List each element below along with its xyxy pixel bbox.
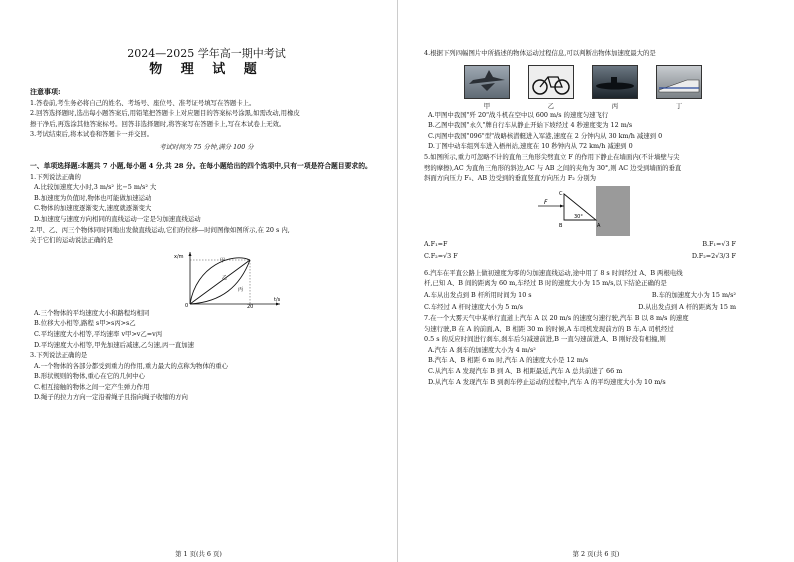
question-option: B.位移大小相等,路程 s甲>s丙>s乙 [34, 319, 136, 328]
submarine-photo [592, 65, 638, 99]
question-option: A.三个物体的平均速度大小和路程均相同 [34, 308, 150, 317]
page-2 [397, 0, 794, 562]
question-stem: 1.下列说法正确的 [30, 172, 81, 181]
question-option: B.车的加速度大小为 15 m/s² [651, 290, 736, 299]
question-option: A.比较加速度大小时,3 m/s² 比−5 m/s² 大 [34, 183, 157, 192]
notice-item: 擦干净后,再选涂其他答案标号。回答非选择题时,将答案写在答题卡上,写在本试卷上无效。 [30, 119, 286, 128]
page-footer: 第 2 页(共 6 页) [572, 550, 620, 558]
photo-row [464, 65, 776, 99]
high-speed-train-photo [656, 65, 702, 99]
question-option: A.车从出发点到 B 杆所用时间为 10 s [424, 290, 532, 299]
notice-item: 3.考试结束后,将本试卷和答题卡一并交回。 [30, 130, 154, 139]
graph-x-label: t/s [274, 296, 281, 303]
exam-title: 物 理 试 题 [149, 62, 264, 77]
notice-item: 1.答卷前,考生务必将自己的姓名、考场号、座位号、准考证号填写在答题卡上。 [30, 98, 256, 107]
time-note: 考试时间为 75 分钟,满分 100 分 [159, 142, 254, 151]
vertex-label-b: B [559, 222, 563, 229]
question-option: C.平均速度大小相等,平均速率 v甲>v乙=v丙 [34, 329, 163, 338]
question-option: C.车经过 A 杆时速度大小为 5 m/s [424, 302, 523, 311]
question-option: D.丁图中动车组列车进入梧州站,速度在 10 秒钟内从 72 km/h 减速到 0 [428, 142, 633, 151]
question-stem: 5.如图所示,重力可忽略不计的直角三角形尖劈直立 F 的作用下静止在墙面内(不计墙壁与尖 [424, 152, 680, 161]
graph-y-label: x/m [174, 253, 184, 260]
curve-yi [190, 260, 250, 304]
option-row [424, 250, 776, 262]
photo-caption: 丁 [675, 101, 683, 110]
graph-tick-label: 20 [247, 303, 254, 308]
question-option: B.形状规则的物体,重心在它的几何中心 [34, 372, 146, 381]
section-heading: 一、单项选择题:本题共 7 小题,每小题 4 分,共 28 分。在每小题给出的四个选项中,只有一项是符合题目要求的。 [30, 161, 372, 170]
question-option: B.汽车 A、B 相距 6 m 时,汽车 A 的速度大小是 12 m/s [428, 356, 589, 365]
question-stem: 2.甲、乙、丙三个物体同时同地出发做直线运动,它们的位移—时间图像如图所示,在 20 s 内, [30, 225, 290, 234]
question-option: D.加速度与速度方向相同的直线运动一定是匀加速直线运动 [34, 214, 201, 223]
question-stem: 4.根据下列四幅图片中所描述的物体运动过程信息,可以判断出物体加速度最大的是 [424, 49, 656, 57]
question-option: B.F₁=√3 F [702, 239, 736, 248]
photo-caption: 丙 [611, 101, 619, 110]
question-option: C.F₂=√3 F [424, 251, 458, 260]
question-stem: 7.在一个大雾天气中某单行直道上汽车 A 以 20 m/s 的速度匀速行驶,汽车 B 以 8 m/s 的速度 [424, 313, 689, 322]
question-stem: 0.5 s 的反应时间进行刹车,刹车后匀减速前进,B 一直匀速前进,A、B 刚好没有相撞,则 [424, 335, 666, 344]
option-row [424, 238, 776, 250]
option-row [424, 289, 776, 301]
question-option: A.F₁=F [424, 239, 448, 248]
question-option: C.从汽车 A 发现汽车 B 到 A、B 相距最近,汽车 A 总共前进了 66 m [428, 366, 623, 375]
question-option: A.一个物体的各部分都受到重力的作用,重力最大的点称为物体的重心 [34, 361, 229, 370]
bicycle-photo [528, 65, 574, 99]
question-stem: 3.下列说法正确的是 [30, 351, 88, 360]
option-row [424, 301, 776, 313]
page-footer: 第 1 页(共 6 页) [175, 550, 222, 558]
curve-label-yi: 乙 [222, 274, 228, 281]
question-stem: 关于它们的运动说法正确的是 [30, 236, 114, 245]
graph-origin-label: 0 [185, 302, 189, 308]
exam-year: 2024—2025 学年高一期中考试 [127, 47, 286, 60]
photo-caption: 乙 [547, 101, 555, 110]
curve-label-bing: 丙 [238, 286, 244, 293]
question-stem: 匀速行驶,B 在 A 的前面,A、B 相距 30 m 的时候,A 车司机发现前方的 B 车,A 司机经过 [424, 324, 674, 333]
question-stem: 斜面方向压力 F₁、AB 边受到的垂直竖直方向压力 F₂ 分别为 [424, 174, 597, 183]
question-option: A.汽车 A 刹车的加速度大小为 4 m/s² [428, 345, 536, 354]
notice-title: 注意事项: [30, 87, 61, 96]
question-option: C.物体的加速度逐渐变大,速度就逐渐变大 [34, 204, 152, 213]
photo-captions [464, 101, 776, 110]
vertex-label-c: C [559, 190, 563, 197]
question-stem: 劈的摩擦),AC 为直角三角形的斜边,AC 与 AB 之间的夹角为 30°,则 AC 边受到墙面的垂直 [424, 163, 682, 172]
wedge-wall-diagram [534, 184, 634, 238]
question-stem: 杆,已知 A、B 间的距离为 60 m,车经过 B 时的速度大小为 15 m/s,以下结论正确的是 [424, 279, 667, 288]
photo-caption: 甲 [483, 101, 491, 110]
question-option: C.丙图中我国"096"型"战略核潜艇进入军港,速度在 2 分钟内从 30 km/h 减速到 0 [428, 131, 663, 140]
question-option: C.相互接触的物体之间一定产生弹力作用 [34, 382, 150, 391]
force-label: F [544, 198, 548, 206]
question-option: B.加速度为负值时,物体也可能做加速运动 [34, 193, 152, 202]
position-time-graph [170, 246, 290, 308]
curve-label-jia: 甲 [220, 257, 226, 264]
question-option: D.绳子的拉力方向一定沿着绳子且指向绳子收缩的方向 [34, 393, 188, 402]
question-option: B.乙图中我国"永久"牌自行车从静止开始下坡经过 4 秒速度变为 12 m/s [428, 121, 633, 130]
notice-item: 2.回答选择题时,选出每小题答案后,用铅笔把答题卡上对应题目的答案标号涂黑,如需改动,用橡皮 [30, 109, 300, 118]
question-option: D.F₂=2√3/3 F [691, 251, 736, 260]
fighter-jet-photo [464, 65, 510, 99]
vertex-label-a: A [597, 222, 601, 229]
question-option: D.平均速度大小相等,甲先加速后减速,乙匀速,丙一直加速 [34, 340, 195, 349]
question-option: A.甲图中我国"歼 20"战斗机在空中以 600 m/s 的速度匀速飞行 [428, 110, 609, 119]
question-option: D.从汽车 A 发现汽车 B 到刹车停止运动的过程中,汽车 A 的平均速度大小为 10 m/s [428, 377, 666, 386]
angle-label: 30° [574, 213, 583, 220]
question-stem: 6.汽车在平直公路上做初速度为零的匀加速直线运动,途中用了 8 s 时间经过 A、B 两根电线 [424, 268, 683, 277]
question-option: D.从出发点到 A 杆的距离为 15 m [638, 302, 736, 311]
